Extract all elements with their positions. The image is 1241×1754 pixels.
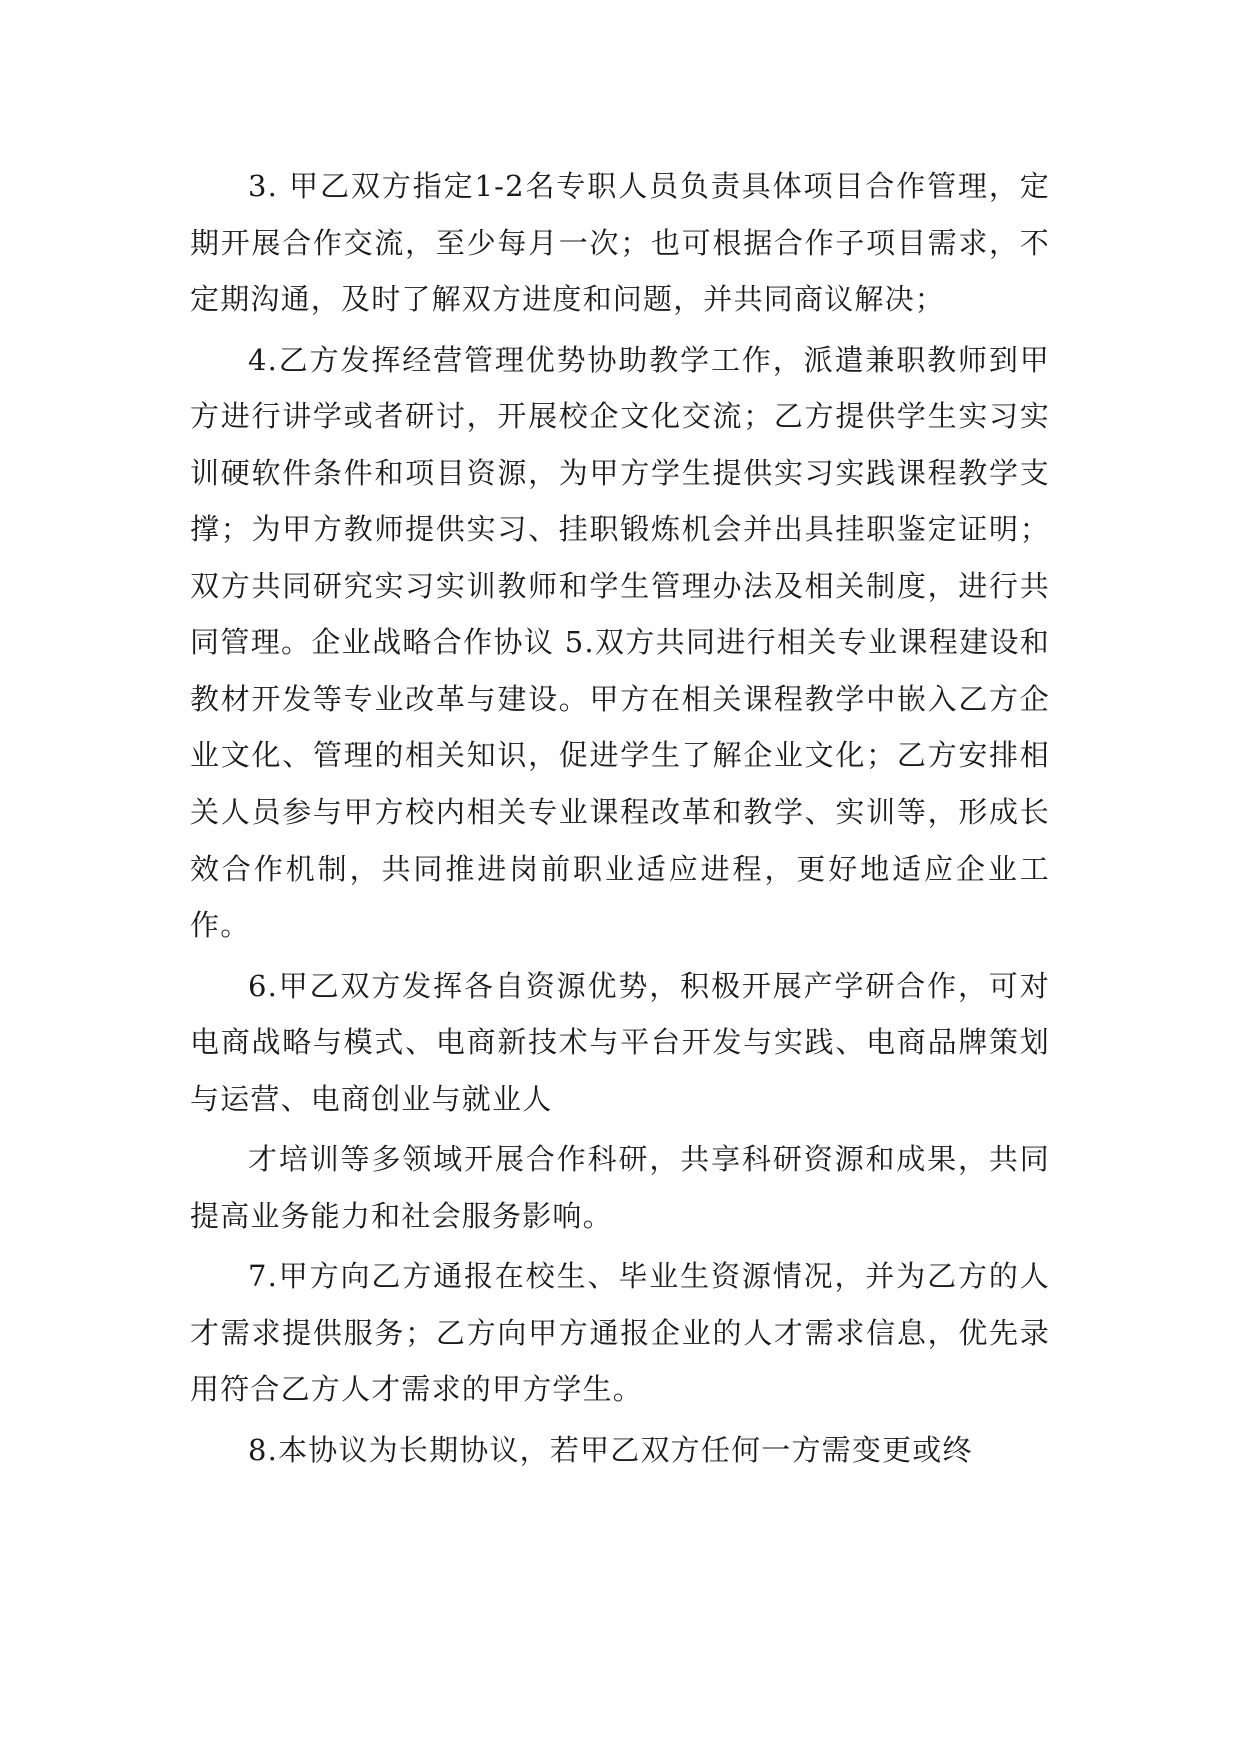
document-body bbox=[190, 158, 1050, 1483]
paragraph-item-8: 8.本协议为长期协议，若甲乙双方任何一方需变更或终 bbox=[248, 1433, 973, 1468]
paragraph-item-3: 3. 甲乙双方指定1-2名专职人员负责具体项目合作管理，定期开展合作交流，至少每月一次；也可根据合作子项目需求，不定期沟通，及时了解双方进度和问题，并共同商议解决； bbox=[190, 169, 1050, 317]
paragraph-item-7: 7.甲方向乙方通报在校生、毕业生资源情况，并为乙方的人才需求提供服务；乙方向甲方通报企业的人才需求信息，优先录用符合乙方人才需求的甲方学生。 bbox=[190, 1259, 1050, 1407]
paragraph-item-6-continued: 才培训等多领域开展合作科研，共享科研资源和成果，共同提高业务能力和社会服务影响。 bbox=[190, 1142, 1050, 1233]
paragraph-item-4-5: 4.乙方发挥经营管理优势协助教学工作，派遣兼职教师到甲方进行讲学或者研讨，开展校企文化交流；乙方提供学生实习实训硬软件条件和项目资源，为甲方学生提供实习实践课程教学支撑；为甲方教师提供实习、挂职锻炼机会并出具挂职鉴定证明；双方共同研究实习实训教师和学生管理办法及相关制度，进行共同管理。企业战略合作协议 5.双方共同进行相关专业课程建设和教材开发等专业改革与建设。甲方在相关课程教学中嵌入乙方企业文化、管理的相关知识，促进学生了解企业文化；乙方安排相关人员参与甲方校内相关专业课程改革和教学、实训等，形成长效合作机制，共同推进岗前职业适应进程，更好地适应企业工作。 bbox=[190, 342, 1050, 943]
paragraph-item-6: 6.甲乙双方发挥各自资源优势，积极开展产学研合作，可对电商战略与模式、电商新技术与平台开发与实践、电商品牌策划与运营、电商创业与就业人 bbox=[190, 968, 1050, 1116]
